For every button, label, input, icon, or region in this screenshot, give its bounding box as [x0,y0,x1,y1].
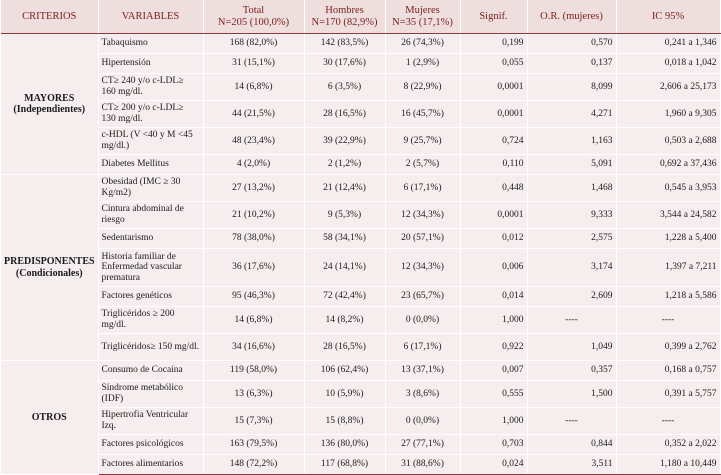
cell-hombres: 6 (3,5%) [304,74,385,101]
header-hombres-line1: Hombres [325,4,364,16]
table-row [1,229,720,249]
cell-variable: Triglicéridos ≥ 200 mg/dl. [98,307,203,334]
cell-ic: 0,168 a 0,757 [616,361,720,381]
header-row [1,0,720,34]
cell-hombres: 28 (16,5%) [304,101,385,128]
header-mujeres-line1: Mujeres [405,4,440,16]
group-label-mayores [1,34,98,175]
cell-variable: Hipertensión [98,54,203,74]
cell-variable: Historia familiar de Enfermedad vascular prematura [98,249,203,287]
table-row [1,381,720,408]
cell-mujeres: 23 (65,7%) [385,287,460,307]
cell-or: 8,099 [527,74,616,101]
header-signif: Signif. [460,0,527,34]
cell-total: 163 (79,5%) [203,435,304,455]
cell-or: 2,609 [527,287,616,307]
cell-total: 168 (82,0%) [203,34,304,54]
cell-mujeres: 1 (2,9%) [385,54,460,74]
table-row [1,307,720,334]
table-row [1,128,720,155]
table-row [1,334,720,361]
cell-signif: 0,922 [460,334,527,361]
cell-ic: 2,606 a 25,173 [616,74,720,101]
cell-variable: Tabaquismo [98,34,203,54]
cell-total: 48 (23,4%) [203,128,304,155]
table-row [1,202,720,229]
cell-ic: ---- [616,408,720,435]
cell-ic: 1,228 a 5,400 [616,229,720,249]
risk-factors-table [1,0,721,475]
cell-total: 4 (2,0%) [203,155,304,175]
cell-ic: 0,391 a 5,757 [616,381,720,408]
table-row [1,408,720,435]
cell-or: 0,570 [527,34,616,54]
cell-hombres: 28 (16,5%) [304,334,385,361]
cell-mujeres: 3 (8,6%) [385,381,460,408]
group-label-otros [1,361,98,475]
cell-variable: Síndrome metabólico (IDF) [98,381,203,408]
cell-total: 21 (10,2%) [203,202,304,229]
cell-signif: 0,0001 [460,202,527,229]
cell-mujeres: 13 (37,1%) [385,361,460,381]
table-row [1,455,720,475]
cell-or: 2,575 [527,229,616,249]
cell-signif: 0,007 [460,361,527,381]
cell-ic: 0,399 a 2,762 [616,334,720,361]
cell-ic: 0,503 a 2,688 [616,128,720,155]
cell-hombres: 10 (5,9%) [304,381,385,408]
cell-or: 9,333 [527,202,616,229]
header-ic: IC 95% [616,0,720,34]
cell-total: 36 (17,6%) [203,249,304,287]
cell-or: 1,163 [527,128,616,155]
cell-ic: 1,180 a 10,449 [616,455,720,475]
cell-mujeres: 20 (57,1%) [385,229,460,249]
cell-or: 3,174 [527,249,616,287]
table-row [1,435,720,455]
cell-signif: 0,006 [460,249,527,287]
cell-total: 13 (6,3%) [203,381,304,408]
cell-signif: 0,055 [460,54,527,74]
cell-mujeres: 6 (17,1%) [385,334,460,361]
cell-hombres: 117 (68,8%) [304,455,385,475]
cell-mujeres: 8 (22,9%) [385,74,460,101]
cell-total: 148 (72,2%) [203,455,304,475]
cell-total: 78 (38,0%) [203,229,304,249]
cell-total: 14 (6,8%) [203,74,304,101]
cell-variable: Factores psicológicos [98,435,203,455]
cell-or: 0,137 [527,54,616,74]
cell-mujeres: 31 (88,6%) [385,455,460,475]
cell-variable: Consumo de Cocaína [98,361,203,381]
cell-mujeres: 9 (25,7%) [385,128,460,155]
cell-variable: c-HDL (V <40 y M <45 mg/dl.) [98,128,203,155]
cell-variable: CT≥ 240 y/o c-LDL≥ 160 mg/dl. [98,74,203,101]
header-variables: VARIABLES [98,0,203,34]
cell-variable: Sedentarismo [98,229,203,249]
cell-hombres: 2 (1,2%) [304,155,385,175]
header-total-line1: Total [242,4,265,16]
group-subtitle: (Condicionales) [15,267,83,279]
cell-total: 27 (13,2%) [203,175,304,202]
cell-variable: Factores alimentarios [98,455,203,475]
cell-signif: 0,448 [460,175,527,202]
header-total-line2: N=205 (100,0%) [217,16,290,28]
cell-total: 15 (7,3%) [203,408,304,435]
group-label-predisponentes [1,175,98,361]
cell-signif: 0,014 [460,287,527,307]
cell-hombres: 106 (62,4%) [304,361,385,381]
cell-variable: Triglicéridos≥ 150 mg/dl. [98,334,203,361]
cell-mujeres: 0 (0,0%) [385,408,460,435]
group-subtitle: (Independientes) [13,104,86,115]
cell-signif: 1,000 [460,307,527,334]
cell-ic: ---- [616,307,720,334]
cell-or: 1,049 [527,334,616,361]
cell-signif: 0,555 [460,381,527,408]
header-hombres [304,0,385,34]
cell-hombres: 15 (8,8%) [304,408,385,435]
cell-signif: 0,724 [460,128,527,155]
cell-hombres: 136 (80,0%) [304,435,385,455]
cell-total: 34 (16,6%) [203,334,304,361]
cell-signif: 0,012 [460,229,527,249]
cell-mujeres: 16 (45,7%) [385,101,460,128]
cell-or: 0,844 [527,435,616,455]
cell-hombres: 142 (83,5%) [304,34,385,54]
header-mujeres [385,0,460,34]
cell-signif: 0,024 [460,455,527,475]
table-row [1,74,720,101]
table-row [1,54,720,74]
cell-variable: Factores genéticos [98,287,203,307]
table-row [1,101,720,128]
cell-hombres: 72 (42,4%) [304,287,385,307]
cell-mujeres: 12 (34,3%) [385,202,460,229]
cell-signif: 0,0001 [460,101,527,128]
table-row [1,287,720,307]
cell-signif: 0,703 [460,435,527,455]
cell-variable: Cintura abdominal de riesgo [98,202,203,229]
cell-ic: 0,692 a 37,436 [616,155,720,175]
cell-total: 14 (6,8%) [203,307,304,334]
cell-mujeres: 26 (74,3%) [385,34,460,54]
cell-ic: 1,960 a 9,305 [616,101,720,128]
cell-hombres: 21 (12,4%) [304,175,385,202]
cell-mujeres: 2 (5,7%) [385,155,460,175]
cell-mujeres: 27 (77,1%) [385,435,460,455]
cell-total: 119 (58,0%) [203,361,304,381]
cell-or: 5,091 [527,155,616,175]
cell-ic: 3,544 a 24,582 [616,202,720,229]
cell-signif: 0,110 [460,155,527,175]
cell-hombres: 14 (8,2%) [304,307,385,334]
header-criterios: CRITERIOS [1,0,98,34]
group-name: MAYORES [24,92,75,104]
cell-signif: 0,199 [460,34,527,54]
cell-hombres: 39 (22,9%) [304,128,385,155]
header-mujeres-line2: N=35 (17,1%) [392,16,453,28]
cell-or: ---- [527,307,616,334]
cell-mujeres: 12 (34,3%) [385,249,460,287]
cell-ic: 0,018 a 1,042 [616,54,720,74]
cell-or: 0,357 [527,361,616,381]
cell-mujeres: 0 (0,0%) [385,307,460,334]
table-row [1,361,720,381]
group-name: PREDISPONENTES [4,256,95,268]
table-row [1,155,720,175]
cell-signif: 1,000 [460,408,527,435]
cell-variable: CT≥ 200 y/o c-LDL≥ 130 mg/dl. [98,101,203,128]
cell-ic: 0,241 a 1,346 [616,34,720,54]
table-row [1,249,720,287]
cell-signif: 0,0001 [460,74,527,101]
table-row [1,34,720,54]
cell-ic: 1,397 a 7,211 [616,249,720,287]
header-total [203,0,304,34]
cell-ic: 0,352 a 2,022 [616,435,720,455]
cell-hombres: 58 (34,1%) [304,229,385,249]
cell-total: 44 (21,5%) [203,101,304,128]
cell-or: 3,511 [527,455,616,475]
cell-total: 95 (46,3%) [203,287,304,307]
cell-mujeres: 6 (17,1%) [385,175,460,202]
cell-variable: Obesidad (IMC ≥ 30 Kg/m2) [98,175,203,202]
cell-hombres: 30 (17,6%) [304,54,385,74]
cell-ic: 0,545 a 3,953 [616,175,720,202]
table-row [1,175,720,202]
cell-variable: Hipertrofia Ventricular Izq. [98,408,203,435]
cell-or: 1,468 [527,175,616,202]
cell-total: 31 (15,1%) [203,54,304,74]
cell-variable: Diabetes Mellitus [98,155,203,175]
cell-hombres: 24 (14,1%) [304,249,385,287]
group-name: OTROS [31,411,67,423]
header-hombres-line2: N=170 (82,9%) [311,16,378,28]
cell-or: 1,500 [527,381,616,408]
header-or: O.R. (mujeres) [527,0,616,34]
cell-or: 4,271 [527,101,616,128]
cell-ic: 1,218 a 5,586 [616,287,720,307]
cell-hombres: 9 (5,3%) [304,202,385,229]
cell-or: ---- [527,408,616,435]
